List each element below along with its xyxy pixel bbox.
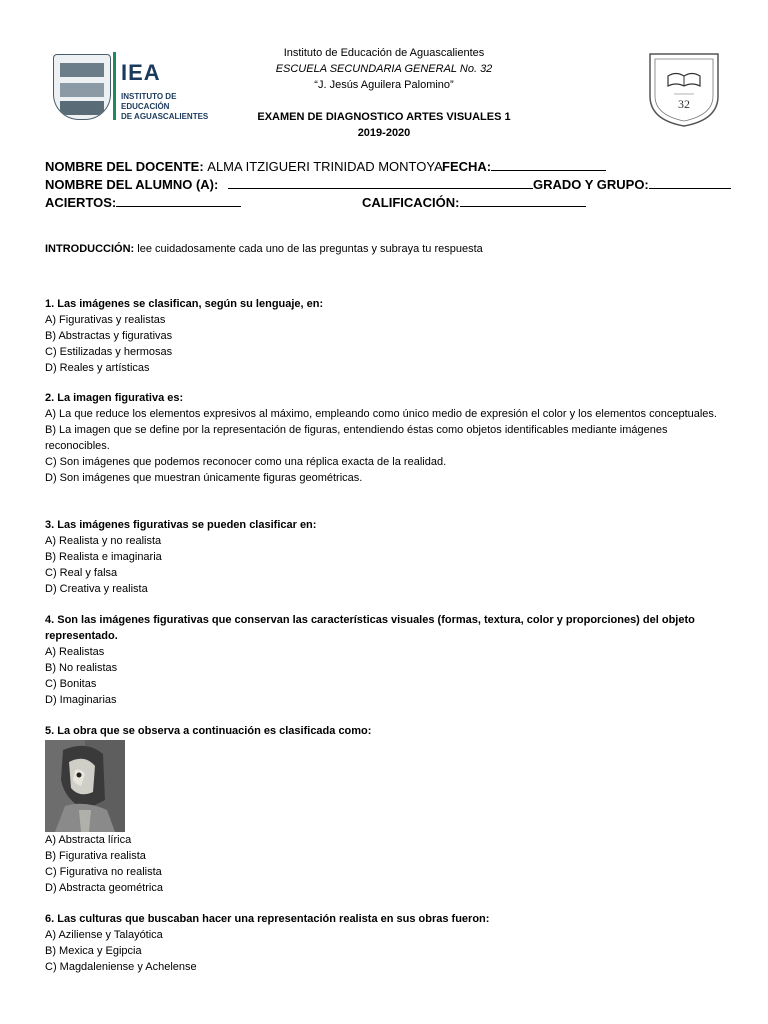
institute-name: Instituto de Educación de Aguascalientes bbox=[283, 47, 485, 59]
answer-option[interactable]: B) La imagen que se define por la representación de figuras, entendiendo éstas como objetos identificables mediante imágenes reconocibles. bbox=[45, 424, 668, 452]
answer-option[interactable]: C) Son imágenes que podemos reconocer como una réplica exacta de la realidad. bbox=[45, 456, 447, 468]
question-4 bbox=[45, 612, 725, 708]
question-stem: 4. Son las imágenes figurativas que conservan las características visuales (formas, textura, color y proporciones) del objeto representado. bbox=[45, 614, 695, 642]
question-2 bbox=[45, 390, 725, 486]
school-seal-icon bbox=[644, 46, 724, 128]
answer-option[interactable]: A) La que reduce los elementos expresivos al máximo, empleando como único medio de expresión el color y los elementos conceptuales. bbox=[45, 408, 717, 420]
question-3 bbox=[45, 517, 725, 597]
school-name: ESCUELA SECUNDARIA GENERAL No. 32 bbox=[275, 63, 493, 75]
answer-option[interactable]: D) Reales y artísticas bbox=[45, 362, 150, 374]
answer-option[interactable]: D) Abstracta geométrica bbox=[45, 882, 163, 894]
answer-option[interactable]: B) Abstractas y figurativas bbox=[45, 330, 173, 342]
iea-logo-title: IEA bbox=[121, 60, 161, 85]
question-stem: 6. Las culturas que buscaban hacer una representación realista en sus obras fueron: bbox=[45, 913, 490, 925]
question-1 bbox=[45, 296, 725, 376]
grade-blank[interactable] bbox=[460, 194, 586, 207]
hits-line bbox=[45, 194, 241, 212]
artwork-image bbox=[45, 740, 125, 832]
date-blank[interactable] bbox=[491, 158, 606, 171]
answer-option[interactable]: C) Real y falsa bbox=[45, 567, 118, 579]
student-line bbox=[45, 176, 731, 194]
answer-option[interactable]: C) Bonitas bbox=[45, 678, 97, 690]
question-5 bbox=[45, 723, 725, 739]
aguascalientes-shield-icon bbox=[53, 54, 111, 120]
answer-option[interactable]: C) Estilizadas y hermosas bbox=[45, 346, 173, 358]
answer-option[interactable]: B) Figurativa realista bbox=[45, 850, 146, 862]
intro-label: INTRODUCCIÓN: bbox=[45, 243, 135, 255]
answer-option[interactable]: A) Realistas bbox=[45, 646, 105, 658]
introduction bbox=[45, 241, 483, 257]
group-label: GRADO Y GRUPO: bbox=[532, 177, 649, 192]
answer-option[interactable]: B) No realistas bbox=[45, 662, 118, 674]
hits-label: ACIERTOS: bbox=[45, 195, 117, 210]
answer-option[interactable]: D) Creativa y realista bbox=[45, 583, 148, 595]
date-line bbox=[442, 158, 606, 176]
answer-option[interactable]: A) Abstracta lírica bbox=[45, 834, 132, 846]
question-5-options bbox=[45, 832, 725, 896]
answer-option[interactable]: B) Mexica y Egipcia bbox=[45, 945, 142, 957]
answer-option[interactable]: D) Son imágenes que muestran únicamente figuras geométricas. bbox=[45, 472, 363, 484]
answer-option[interactable]: B) Realista e imaginaria bbox=[45, 551, 162, 563]
svg-text:32: 32 bbox=[678, 97, 690, 111]
answer-option[interactable]: D) Imaginarias bbox=[45, 694, 117, 706]
school-year: 2019-2020 bbox=[357, 127, 411, 139]
answer-option[interactable]: C) Magdaleniense y Achelense bbox=[45, 961, 197, 973]
answer-option[interactable]: C) Figurativa no realista bbox=[45, 866, 162, 878]
hits-blank[interactable] bbox=[116, 194, 241, 207]
grade-line bbox=[362, 194, 586, 212]
date-label: FECHA: bbox=[442, 159, 492, 174]
teacher-line bbox=[45, 158, 443, 176]
answer-option[interactable]: A) Aziliense y Talayótica bbox=[45, 929, 163, 941]
teacher-name: ALMA ITZIGUERI TRINIDAD MONTOYA bbox=[207, 159, 443, 174]
question-stem: 3. Las imágenes figurativas se pueden clasificar en: bbox=[45, 519, 317, 531]
iea-logo-subtitle: INSTITUTO DE EDUCACIÓN DE AGUASCALIENTES bbox=[121, 92, 209, 121]
school-honoree: “J. Jesús Aguilera Palomino” bbox=[314, 79, 454, 91]
question-stem: 2. La imagen figurativa es: bbox=[45, 392, 184, 404]
answer-option[interactable]: A) Figurativas y realistas bbox=[45, 314, 166, 326]
question-6 bbox=[45, 911, 725, 975]
question-stem: 5. La obra que se observa a continuación es clasificada como: bbox=[45, 725, 372, 737]
student-name-blank[interactable] bbox=[228, 176, 533, 189]
grade-label: CALIFICACIÓN: bbox=[362, 195, 460, 210]
answer-option[interactable]: A) Realista y no realista bbox=[45, 535, 162, 547]
student-label: NOMBRE DEL ALUMNO (A): bbox=[45, 177, 219, 192]
question-stem: 1. Las imágenes se clasifican, según su lenguaje, en: bbox=[45, 298, 324, 310]
logo-divider bbox=[113, 52, 116, 120]
teacher-label: NOMBRE DEL DOCENTE: bbox=[45, 159, 204, 174]
intro-text: lee cuidadosamente cada uno de las preguntas y subraya tu respuesta bbox=[134, 243, 483, 255]
exam-title: EXAMEN DE DIAGNOSTICO ARTES VISUALES 1 bbox=[257, 111, 511, 123]
group-blank[interactable] bbox=[649, 176, 731, 189]
